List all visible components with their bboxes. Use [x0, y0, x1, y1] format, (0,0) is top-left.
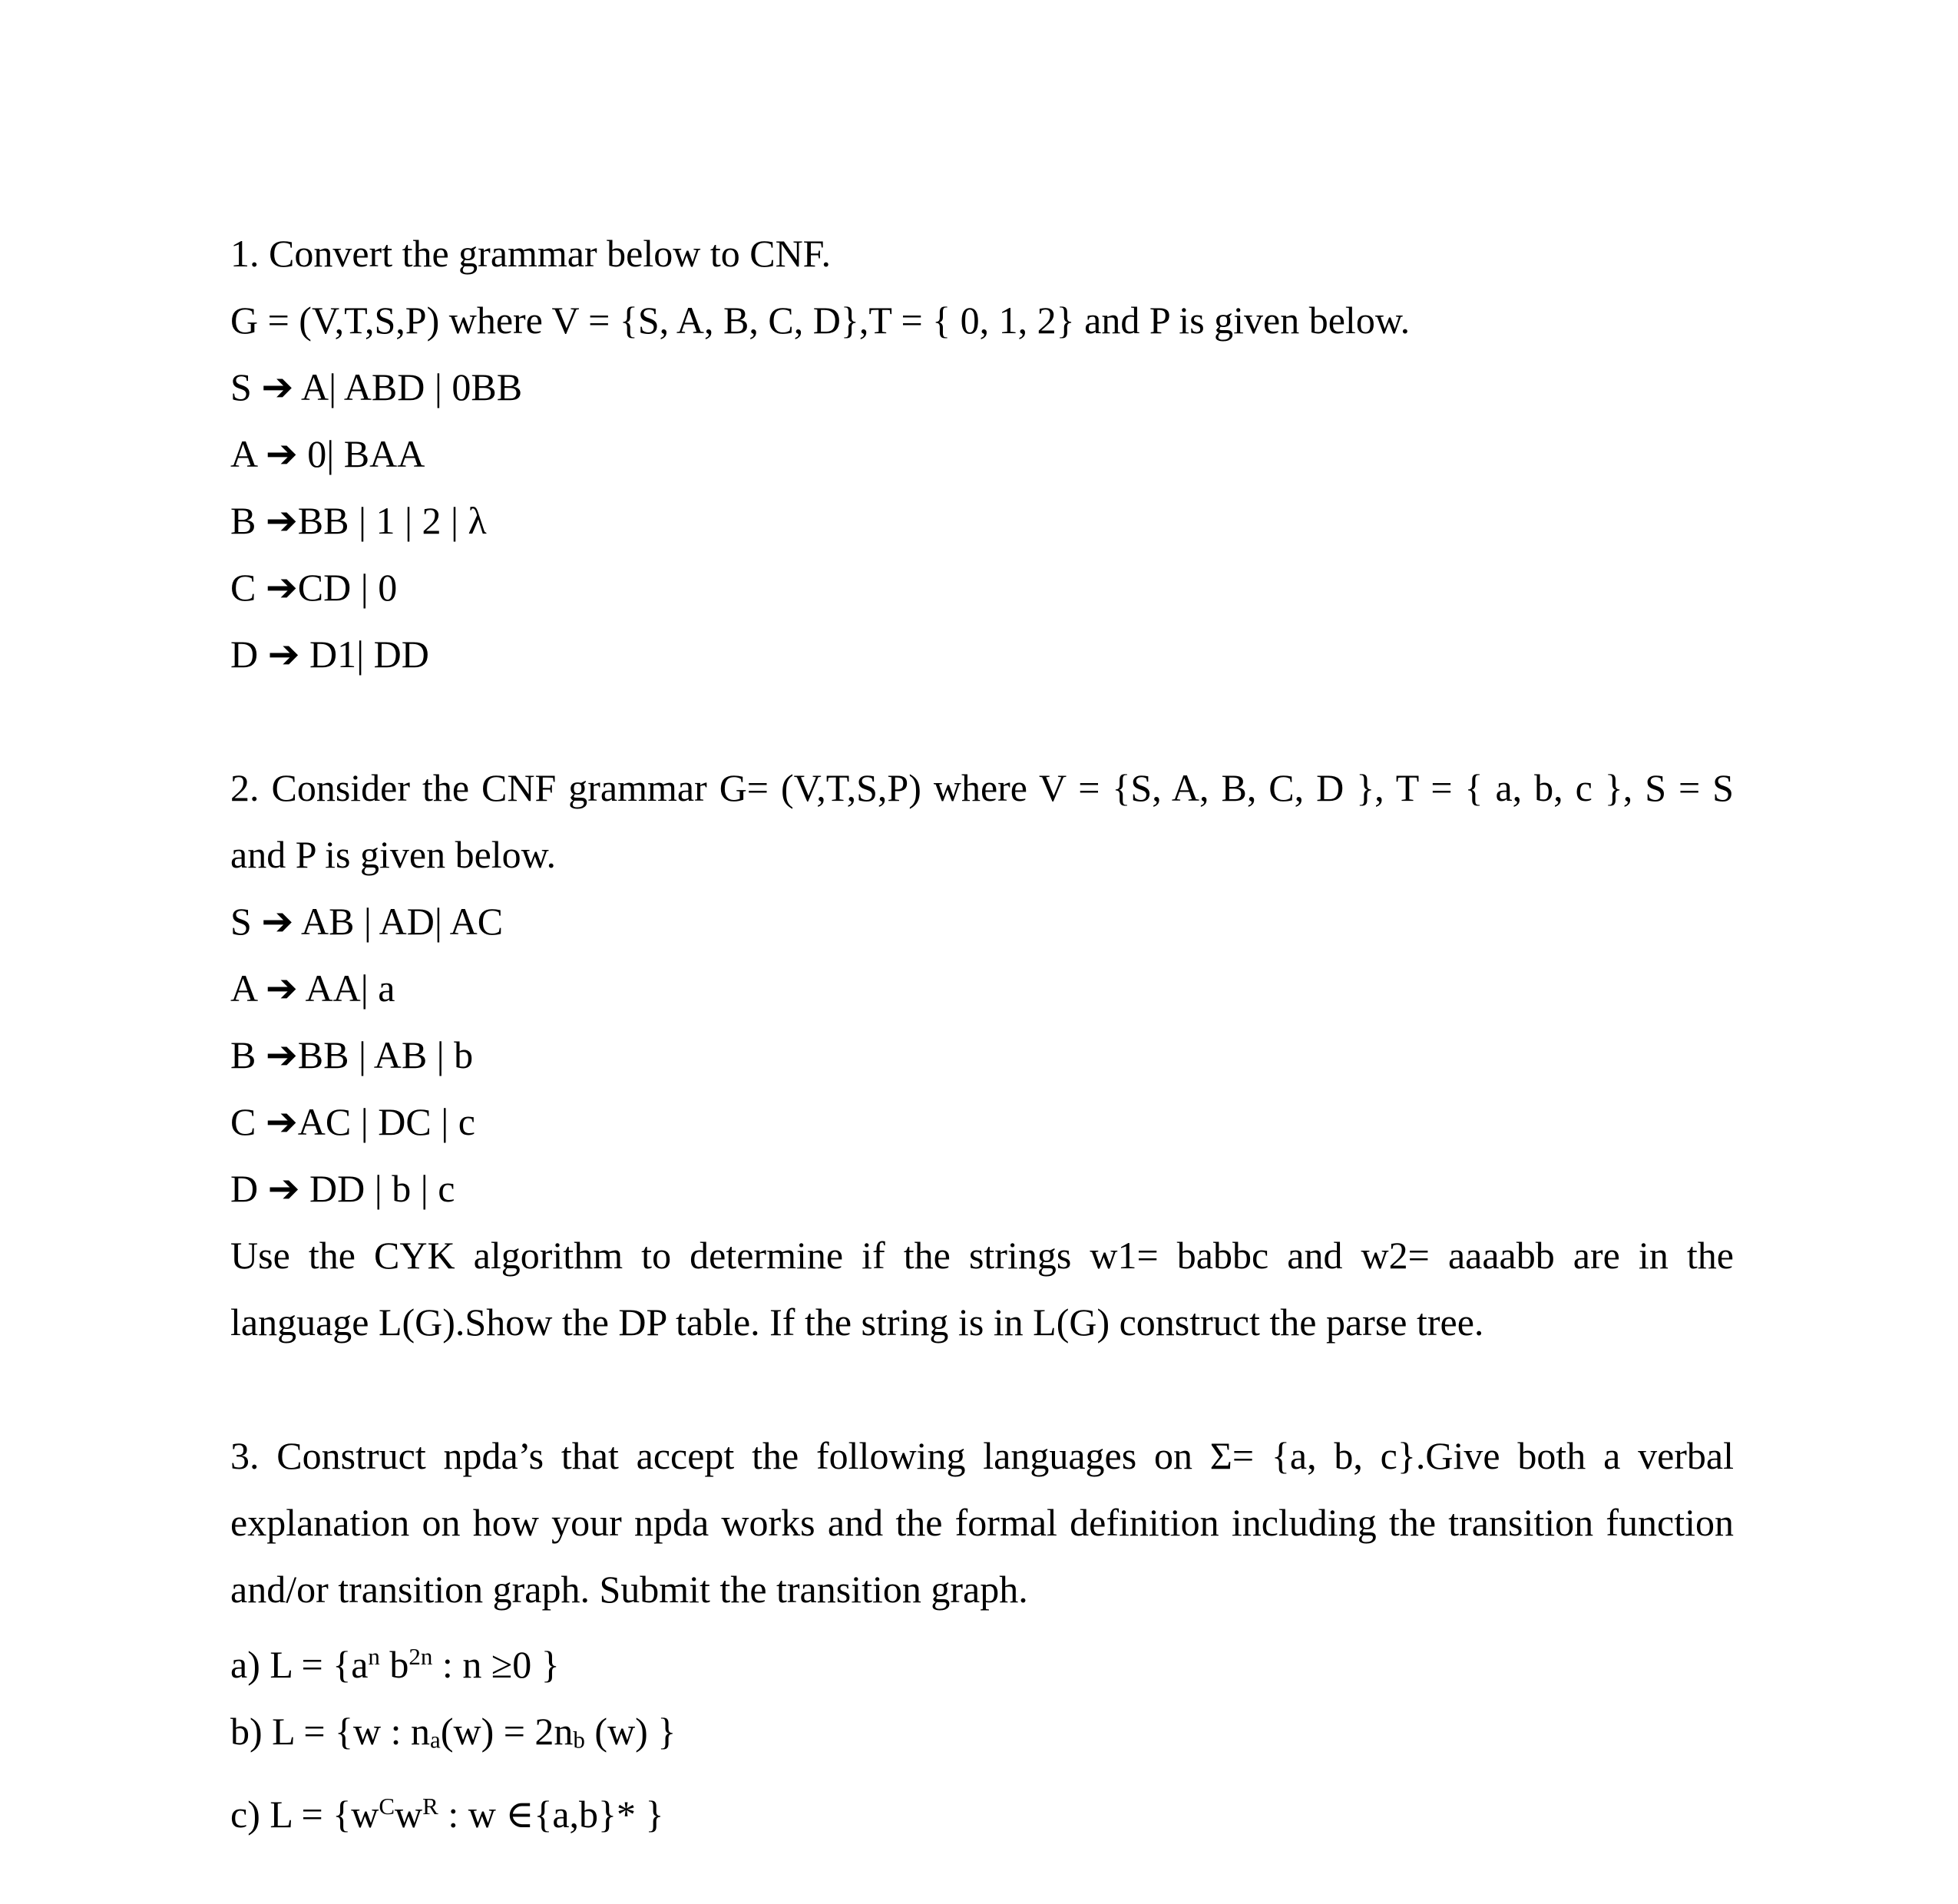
- superscript-text: C: [379, 1793, 395, 1820]
- rightwards-arrow-icon: ➔: [267, 632, 300, 676]
- text-run: A: [230, 967, 266, 1010]
- document-content: [230, 220, 1734, 1848]
- text-run: (w) = 2n: [440, 1710, 574, 1754]
- rightwards-arrow-icon: ➔: [265, 498, 298, 543]
- rightwards-arrow-icon: ➔: [265, 565, 298, 610]
- blank-line: [230, 688, 1734, 755]
- text-run: BB | 1 | 2 | λ: [297, 499, 487, 542]
- q2-cyk-line2: [230, 1289, 1734, 1356]
- rightwards-arrow-icon: ➔: [261, 365, 294, 409]
- text-run: A| ABD | 0BB: [293, 365, 523, 408]
- text-run: 0| BAA: [297, 432, 425, 475]
- text-run: B: [230, 499, 266, 542]
- text-run: 1. Convert the grammar below to CNF.: [230, 232, 831, 275]
- text-run: explanation on how your npda works and the formal definition including the transition function: [230, 1501, 1734, 1544]
- rightwards-arrow-icon: ➔: [267, 1166, 300, 1211]
- q1-grammar-def: [230, 287, 1734, 354]
- text-run: a) L = {a: [230, 1643, 369, 1687]
- text-run: AC | DC | c: [297, 1100, 475, 1143]
- q1-production-A: [230, 421, 1734, 488]
- q2-production-C: [230, 1089, 1734, 1155]
- q3-intro-line3: [230, 1556, 1734, 1623]
- text-run: CD | 0: [297, 566, 398, 609]
- text-run: and P is given below.: [230, 833, 557, 876]
- text-run: S: [230, 900, 262, 943]
- q3-intro-line1: [230, 1423, 1734, 1489]
- rightwards-arrow-icon: ➔: [261, 899, 294, 944]
- text-run: 3. Construct npda’s that accept the following languages on Σ= {a, b, c}.Give both a verbal: [230, 1434, 1734, 1477]
- rightwards-arrow-icon: ➔: [265, 431, 298, 476]
- text-run: and/or transition graph. Submit the transition graph.: [230, 1568, 1028, 1611]
- rightwards-arrow-icon: ➔: [265, 1099, 298, 1144]
- rightwards-arrow-icon: ➔: [265, 1033, 298, 1077]
- text-run: language L(G).Show the DP table. If the string is in L(G) construct the parse tree.: [230, 1301, 1484, 1344]
- text-run: D: [230, 1167, 268, 1210]
- superscript-text: R: [422, 1793, 438, 1820]
- text-run: : w ∈{a,b}* }: [438, 1793, 664, 1836]
- text-run: Use the CYK algorithm to determine if the strings w1= babbc and w2= aaaabb are in the: [230, 1234, 1734, 1277]
- text-run: G = (V,T,S,P) where V = {S, A, B, C, D},T = { 0, 1, 2} and P is given below.: [230, 299, 1411, 342]
- superscript-text: n: [368, 1643, 380, 1670]
- superscript-text: 2n: [408, 1643, 433, 1670]
- q2-production-S: [230, 888, 1734, 955]
- text-run: BB | AB | b: [297, 1033, 474, 1076]
- text-run: : n ≥0 }: [432, 1643, 560, 1687]
- text-run: (w) }: [584, 1710, 676, 1754]
- text-run: c) L = {w: [230, 1793, 379, 1836]
- q3-item-c: [230, 1773, 1734, 1848]
- text-run: w: [395, 1793, 423, 1836]
- q2-production-B: [230, 1022, 1734, 1089]
- q1-title: [230, 220, 1734, 287]
- q2-cyk-line1: [230, 1222, 1734, 1289]
- text-run: 2. Consider the CNF grammar G= (V,T,S,P) where V = {S, A, B, C, D }, T = { a, b, c }, S = S: [230, 766, 1734, 809]
- text-run: B: [230, 1033, 266, 1076]
- subscript-text: a: [430, 1726, 441, 1754]
- text-run: b) L = {w : n: [230, 1710, 431, 1754]
- q1-production-D: [230, 621, 1734, 688]
- q2-intro-line2: [230, 821, 1734, 888]
- q1-production-S: [230, 354, 1734, 421]
- q2-production-D: [230, 1155, 1734, 1222]
- q3-item-a: [230, 1623, 1734, 1698]
- text-run: D: [230, 633, 268, 676]
- text-run: A: [230, 432, 266, 475]
- text-run: b: [379, 1643, 409, 1687]
- q1-production-C: [230, 554, 1734, 621]
- text-run: AB | AD| AC: [293, 900, 504, 943]
- subscript-text: b: [573, 1726, 585, 1754]
- q3-item-b: [230, 1698, 1734, 1773]
- text-run: DD | b | c: [299, 1167, 455, 1210]
- text-run: D1| DD: [299, 633, 429, 676]
- text-run: S: [230, 365, 262, 408]
- rightwards-arrow-icon: ➔: [265, 966, 298, 1010]
- q2-production-A: [230, 955, 1734, 1022]
- q2-intro-line1: [230, 755, 1734, 821]
- text-run: AA| a: [297, 967, 395, 1010]
- blank-line: [230, 1356, 1734, 1423]
- q1-production-B: [230, 488, 1734, 554]
- text-run: C: [230, 1100, 266, 1143]
- q3-intro-line2: [230, 1489, 1734, 1556]
- text-run: C: [230, 566, 266, 609]
